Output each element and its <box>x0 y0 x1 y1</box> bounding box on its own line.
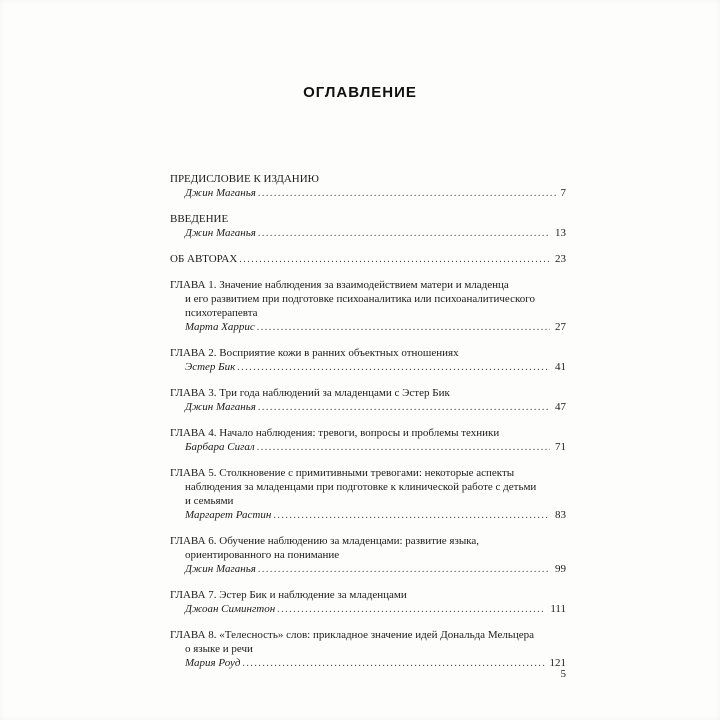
dot-leader <box>258 226 550 241</box>
toc-entry <box>170 588 566 617</box>
dot-leader <box>257 440 550 455</box>
dot-leader <box>258 400 550 415</box>
dot-leader <box>239 252 550 267</box>
toc-entry-leader-row <box>170 360 566 375</box>
toc-entry-leader-row <box>170 602 566 617</box>
toc-entry-title-line: о языке и речи <box>185 643 253 655</box>
toc-entry-page: 23 <box>555 253 566 265</box>
toc-entry-title-line: и семьями <box>185 495 234 507</box>
toc-entry <box>170 628 566 671</box>
dot-leader <box>257 320 550 335</box>
dot-leader <box>273 508 550 523</box>
toc-entry-author: Мария Роуд <box>185 657 241 669</box>
toc-entry-author: Марта Харрис <box>185 321 255 333</box>
toc-entry-title-line: ГЛАВА 2. Восприятие кожи в ранних объектных отношениях <box>170 347 459 359</box>
toc-entry-title-line: ГЛАВА 1. Значение наблюдения за взаимодействием матери и младенца <box>170 279 509 291</box>
toc-entry-author: Барбара Сигал <box>185 441 255 453</box>
toc-entry <box>170 252 566 267</box>
toc-entry-title-line: ОБ АВТОРАХ <box>170 253 238 265</box>
toc-entry <box>170 278 566 335</box>
toc-entry-title-line: наблюдения за младенцами при подготовке к клинической работе с детьми <box>185 481 537 493</box>
toc-list <box>170 172 566 682</box>
toc-entry-page: 111 <box>550 603 566 615</box>
toc-entry <box>170 534 566 577</box>
dot-leader <box>258 186 556 201</box>
toc-entry-page: 121 <box>549 657 566 669</box>
toc-entry-title-line: ГЛАВА 3. Три года наблюдений за младенцами с Эстер Бик <box>170 387 450 399</box>
dot-leader <box>237 360 550 375</box>
toc-entry <box>170 386 566 415</box>
toc-entry-author: Джин Маганья <box>185 227 256 239</box>
toc-entry-page: 7 <box>560 187 566 199</box>
toc-entry-author: Маргарет Растин <box>185 509 272 521</box>
toc-entry-leader-row <box>170 226 566 241</box>
toc-entry-author: Джин Маганья <box>185 187 256 199</box>
toc-entry-title-line: ПРЕДИСЛОВИЕ К ИЗДАНИЮ <box>170 173 319 185</box>
toc-entry-author: Джин Маганья <box>185 563 256 575</box>
toc-entry <box>170 172 566 201</box>
toc-entry-leader-row <box>170 320 566 335</box>
toc-entry-leader-row <box>170 252 566 267</box>
toc-entry-author: Эстер Бик <box>185 361 236 373</box>
toc-entry <box>170 212 566 241</box>
toc-entry-title-line: ГЛАВА 7. Эстер Бик и наблюдение за младенцами <box>170 589 407 601</box>
toc-entry-page: 47 <box>555 401 566 413</box>
toc-entry-leader-row <box>170 186 566 201</box>
dot-leader <box>258 562 550 577</box>
toc-entry <box>170 426 566 455</box>
toc-entry-title-line: и его развитием при подготовке психоаналитика или психоаналитического <box>185 293 535 305</box>
toc-entry <box>170 346 566 375</box>
toc-entry-page: 71 <box>555 441 566 453</box>
toc-entry-title-line: ГЛАВА 4. Начало наблюдения: тревоги, вопросы и проблемы техники <box>170 427 500 439</box>
toc-entry-title-line: ориентированного на понимание <box>185 549 340 561</box>
toc-entry-page: 83 <box>555 509 566 521</box>
toc-entry-leader-row <box>170 440 566 455</box>
page-number: 5 <box>560 668 566 680</box>
toc-entry-author: Джоан Симингтон <box>185 603 276 615</box>
toc-entry-leader-row <box>170 562 566 577</box>
toc-entry-title-line: ГЛАВА 8. «Телесность» слов: прикладное значение идей Дональда Мельцера <box>170 629 534 641</box>
toc-entry-page: 13 <box>555 227 566 239</box>
toc-entry-title-line: ГЛАВА 5. Столкновение с примитивными тревогами: некоторые аспекты <box>170 467 515 479</box>
toc-entry-leader-row <box>170 508 566 523</box>
dot-leader <box>277 602 545 617</box>
toc-entry-title-line: психотерапевта <box>185 307 258 319</box>
toc-entry-title-line: ГЛАВА 6. Обучение наблюдению за младенцами: развитие языка, <box>170 535 480 547</box>
page-title: ОГЛАВЛЕНИЕ <box>303 84 417 101</box>
toc-entry <box>170 466 566 523</box>
toc-entry-page: 41 <box>555 361 566 373</box>
toc-entry-title-line: ВВЕДЕНИЕ <box>170 213 229 225</box>
toc-entry-leader-row <box>170 400 566 415</box>
toc-entry-page: 27 <box>555 321 566 333</box>
toc-entry-author: Джин Маганья <box>185 401 256 413</box>
toc-entry-page: 99 <box>555 563 566 575</box>
